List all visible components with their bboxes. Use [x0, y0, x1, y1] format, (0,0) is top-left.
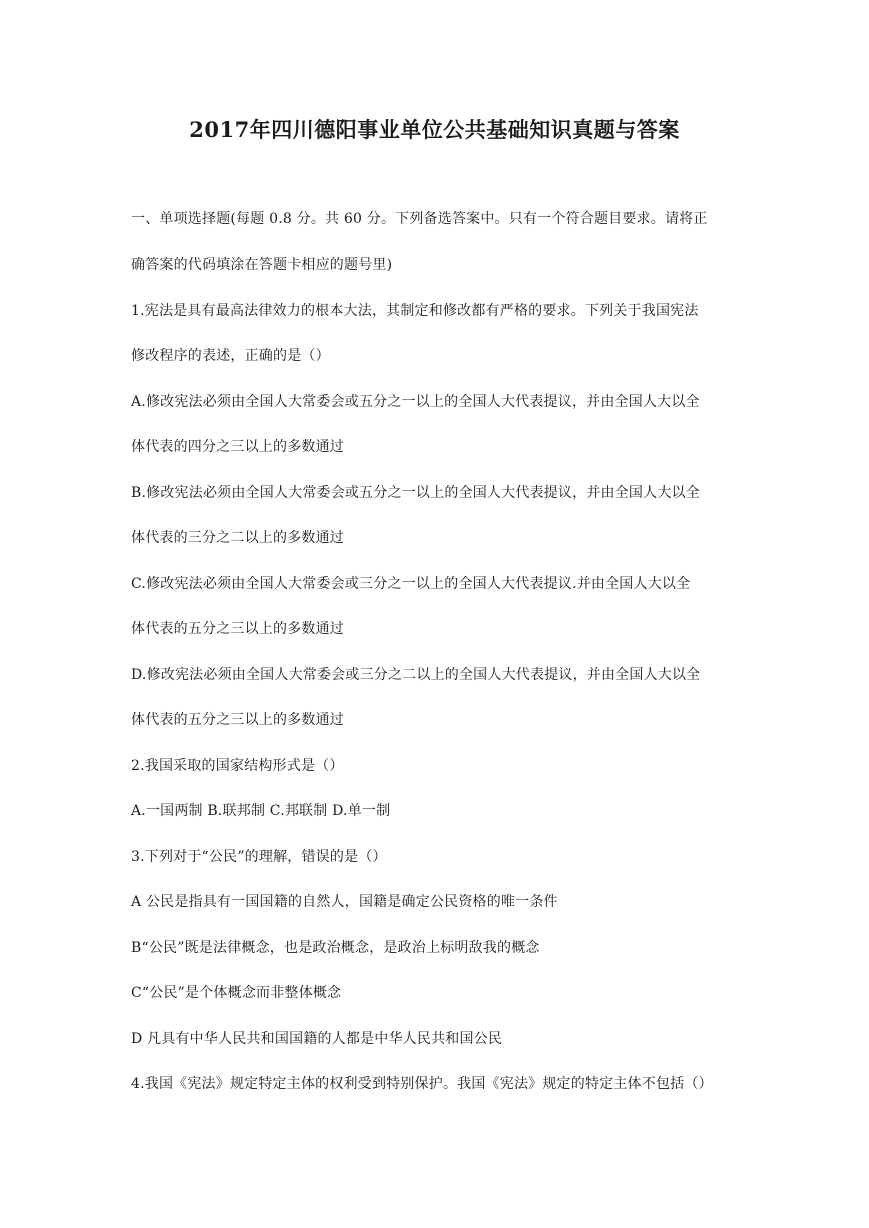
- question-1-option-c-line-2: 体代表的五分之三以上的多数通过: [131, 621, 344, 637]
- question-1-option-b-line-2: 体代表的三分之二以上的多数通过: [131, 530, 344, 546]
- question-3-option-a: A 公民是指具有一国国籍的自然人，国籍是确定公民资格的唯一条件: [131, 894, 558, 910]
- question-3-option-b: B“公民”既是法律概念，也是政治概念，是政治上标明敌我的概念: [131, 940, 540, 956]
- document-title: 2017年四川德阳事业单位公共基础知识真题与答案: [189, 117, 680, 142]
- question-1-option-a-line-1: A.修改宪法必须由全国人大常委会或五分之一以上的全国人大代表提议，并由全国人大以全: [131, 394, 700, 410]
- question-1-line-1: 1.宪法是具有最高法律效力的根本大法，其制定和修改都有严格的要求。下列关于我国宪法: [131, 303, 699, 319]
- question-3-option-d: D 凡具有中华人民共和国国籍的人都是中华人民共和国公民: [131, 1031, 503, 1047]
- question-1-option-c-line-1: C.修改宪法必须由全国人大常委会或三分之一以上的全国人大代表提议.并由全国人大以全: [131, 576, 691, 592]
- question-3-option-c: C“公民”是个体概念而非整体概念: [131, 985, 342, 1001]
- question-1-option-a-line-2: 体代表的四分之三以上的多数通过: [131, 439, 344, 455]
- question-1-line-2: 修改程序的表述，正确的是（）: [131, 348, 330, 364]
- question-2-options: A.一国两制 B.联邦制 C.邦联制 D.单一制: [131, 803, 391, 819]
- section-heading-line-1: 一、单项选择题(每题 0.8 分。共 60 分。下列备选答案中。只有一个符合题目要求。请将正: [131, 211, 708, 227]
- question-3-stem: 3.下列对于“公民”的理解，错误的是（）: [131, 849, 387, 865]
- question-1-option-b-line-1: B.修改宪法必须由全国人大常委会或五分之一以上的全国人大代表提议，并由全国人大以全: [131, 485, 700, 501]
- section-heading-line-2: 确答案的代码填涂在答题卡相应的题号里): [131, 257, 393, 273]
- question-4-stem: 4.我国《宪法》规定特定主体的权利受到特别保护。我国《宪法》规定的特定主体不包括（）: [131, 1076, 713, 1092]
- question-1-option-d-line-2: 体代表的五分之三以上的多数通过: [131, 712, 344, 728]
- question-1-option-d-line-1: D.修改宪法必须由全国人大常委会或三分之二以上的全国人大代表提议，并由全国人大以全: [131, 667, 701, 683]
- question-2-stem: 2.我国采取的国家结构形式是（）: [131, 758, 344, 774]
